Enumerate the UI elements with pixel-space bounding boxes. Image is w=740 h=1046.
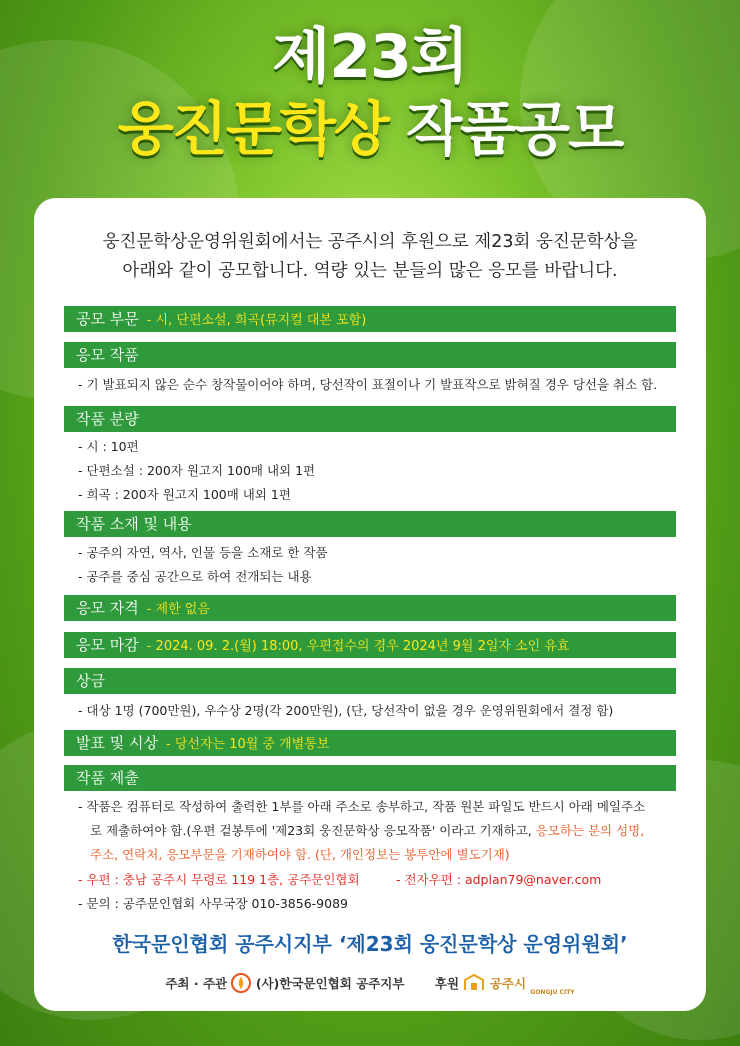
content-card — [34, 198, 706, 1011]
section-quantity — [64, 406, 676, 432]
association-logo-icon — [231, 973, 251, 996]
list-item — [90, 822, 644, 840]
list-item: - 공주의 자연, 역사, 인물 등을 소재로 한 작품 — [78, 545, 328, 560]
list-item: - 희곡 : 200자 원고지 100매 내외 1편 — [78, 487, 291, 502]
section-label: 작품 제출 — [76, 769, 139, 787]
section-announce — [64, 730, 676, 756]
section-label: 공모 부문 — [76, 310, 139, 328]
email-address: - 전자우편 : adplan79@naver.com — [396, 872, 602, 887]
submit-note-highlight: 주소, 연락처, 응모부문을 기재하여야 함. (단, 개인정보는 봉투안에 별도기재) — [90, 847, 510, 862]
section-value: - 2024. 09. 2.(월) 18:00, 우편접수의 경우 2024년 9월 2일자 소인 유효 — [146, 639, 570, 654]
section-submit — [64, 765, 676, 791]
section-value: - 당선자는 10월 중 개별통보 — [166, 737, 330, 752]
intro-line: 웅진문학상운영위원회에서는 공주시의 후원으로 제23회 웅진문학상을 — [102, 232, 638, 252]
title-main — [0, 92, 740, 166]
submit-note: 로 제출하여야 함.(우편 겉봉투에 '제23회 웅진문학상 응모작품' 이라고 기재하고, — [90, 823, 536, 838]
section-label: 발표 및 시상 — [76, 734, 158, 752]
section-value: - 제한 없음 — [146, 602, 210, 617]
section-label: 응모 자격 — [76, 599, 139, 617]
intro-text — [34, 228, 706, 286]
contact-info: - 문의 : 공주문인협회 사무국장 010-3856-9089 — [78, 896, 348, 911]
sponsor-sub: GONGJU CITY — [530, 989, 575, 996]
list-item: - 공주를 중심 공간으로 하여 전개되는 내용 — [78, 569, 312, 584]
sponsor-label: 후원 — [434, 976, 460, 991]
sponsor-name: 공주시 — [489, 976, 527, 991]
city-logo-icon — [463, 974, 485, 995]
postal-address: - 우편 : 충남 공주시 무령로 119 1층, 공주문인협회 — [78, 872, 360, 887]
host-name: (사)한국문인협회 공주지부 — [255, 976, 405, 991]
title-contest: 작품공모 — [406, 95, 623, 163]
host-label: 주최 · 주관 — [165, 976, 228, 991]
section-deadline — [64, 632, 676, 658]
list-item: - 작품은 컴퓨터로 작성하여 출력한 1부를 아래 주소로 송부하고, 작품 원본 파일도 반드시 아래 메일주소 — [78, 799, 646, 814]
section-label: 응모 마감 — [76, 636, 139, 654]
title-edition: 제23회 — [272, 22, 468, 92]
section-eligibility — [64, 595, 676, 621]
list-item: - 단편소설 : 200자 원고지 100매 내외 1편 — [78, 463, 316, 478]
list-item: - 시 : 10편 — [78, 439, 139, 454]
poster-title — [0, 22, 740, 166]
organizer-title: 한국문인협회 공주시지부 ‘제23회 웅진문학상 운영위원회’ — [112, 932, 628, 956]
section-label: 작품 소재 및 내용 — [76, 515, 192, 533]
list-item: - 기 발표되지 않은 순수 창작물이어야 하며, 당선작이 표절이나 기 발표작으로 밝혀질 경우 당선을 취소 함. — [78, 377, 658, 392]
section-prize — [64, 668, 676, 694]
section-subject — [64, 511, 676, 537]
section-works — [64, 342, 676, 368]
title-award-name: 웅진문학상 — [117, 95, 388, 163]
section-label: 응모 작품 — [76, 346, 139, 364]
intro-line: 아래와 같이 공모합니다. 역량 있는 분들의 많은 응모를 바랍니다. — [122, 261, 618, 281]
section-label: 상금 — [76, 672, 105, 690]
submit-note-highlight: 응모하는 분의 성명, — [535, 823, 645, 838]
section-label: 작품 분량 — [76, 410, 139, 428]
section-value: - 시, 단편소설, 희곡(뮤지컬 대본 포함) — [146, 313, 367, 328]
sponsor-line — [34, 973, 706, 996]
section-category — [64, 306, 676, 332]
list-item: - 대상 1명 (700만원), 우수상 2명(각 200만원), (단, 당선작이 없을 경우 운영위원회에서 결정 함) — [78, 703, 614, 718]
